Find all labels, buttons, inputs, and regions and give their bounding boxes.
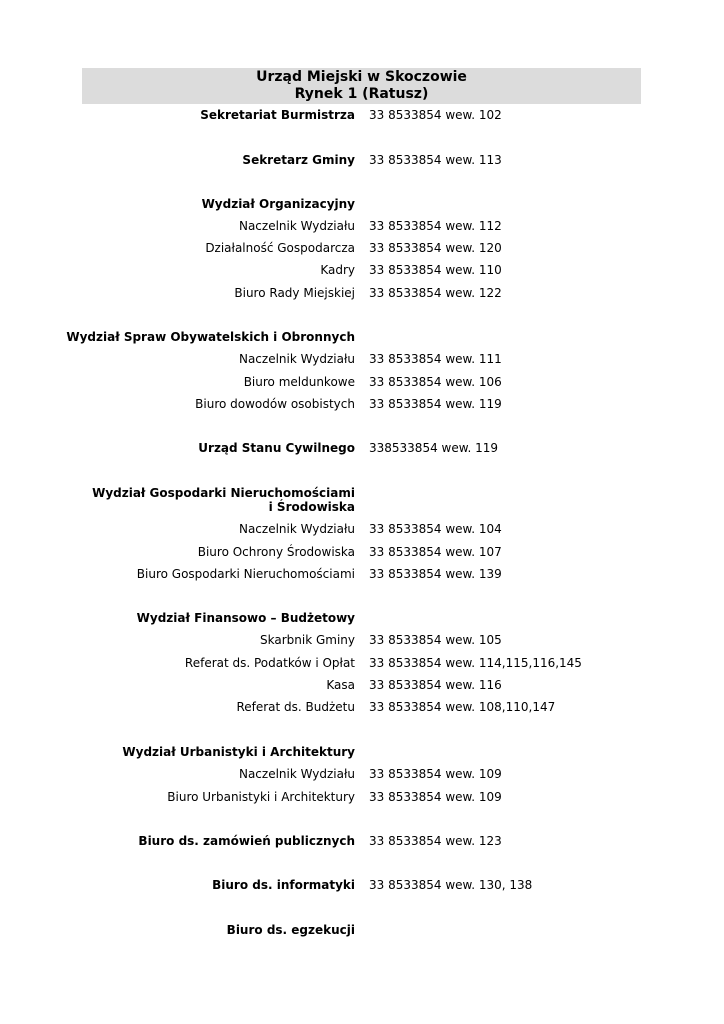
department-label: Sekretariat Burmistrza [200, 108, 355, 122]
department-label: Biuro ds. zamówień publicznych [138, 834, 355, 848]
department-heading: Wydział Urbanistyki i Architektury [122, 745, 355, 759]
department-heading: Wydział Gospodarki Nieruchomościami [92, 486, 355, 500]
phone-number: 33 8533854 wew. 123 [369, 834, 502, 848]
phone-number: 33 8533854 wew. 110 [369, 263, 502, 277]
phone-number: 33 8533854 wew. 120 [369, 241, 502, 255]
department-label: Biuro ds. informatyki [212, 878, 355, 892]
phone-number: 33 8533854 wew. 139 [369, 567, 502, 581]
unit-label: Biuro Urbanistyki i Architektury [167, 790, 355, 804]
department-label: Urząd Stanu Cywilnego [198, 441, 355, 455]
unit-label: Biuro dowodów osobistych [195, 397, 355, 411]
phone-number: 33 8533854 wew. 112 [369, 219, 502, 233]
unit-label: Naczelnik Wydziału [238, 219, 355, 233]
phone-number: 33 8533854 wew. 130, 138 [369, 878, 533, 892]
phone-number: 33 8533854 wew. 122 [369, 286, 502, 300]
department-heading: Biuro ds. egzekucji [226, 923, 355, 937]
unit-label: Naczelnik Wydziału [238, 522, 355, 536]
department-heading: Wydział Organizacyjny [201, 197, 355, 211]
phone-number: 33 8533854 wew. 109 [369, 790, 502, 804]
unit-label: Kasa [326, 678, 355, 692]
department-heading-continued: i Środowiska [268, 500, 355, 514]
unit-label: Naczelnik Wydziału [238, 352, 355, 366]
unit-label: Biuro Ochrony Środowiska [197, 545, 355, 559]
unit-label: Referat ds. Podatków i Opłat [184, 656, 355, 670]
unit-label: Naczelnik Wydziału [238, 767, 355, 781]
phone-number: 33 8533854 wew. 105 [369, 633, 502, 647]
office-title: Urząd Miejski w Skoczowie [256, 69, 467, 85]
unit-label: Działalność Gospodarcza [205, 241, 355, 255]
document-header [82, 68, 641, 104]
phone-number: 33 8533854 wew. 104 [369, 522, 502, 536]
department-heading: Wydział Finansowo – Budżetowy [136, 611, 355, 625]
office-address: Rynek 1 (Ratusz) [294, 86, 429, 102]
phone-number: 33 8533854 wew. 108,110,147 [369, 700, 556, 714]
phone-number: 33 8533854 wew. 114,115,116,145 [369, 656, 582, 670]
unit-label: Biuro Gospodarki Nieruchomościami [136, 567, 355, 581]
phone-number: 33 8533854 wew. 119 [369, 397, 502, 411]
unit-label: Biuro Rady Miejskiej [234, 286, 355, 300]
phone-number: 33 8533854 wew. 113 [369, 153, 502, 167]
phone-number: 33 8533854 wew. 106 [369, 375, 502, 389]
unit-label: Kadry [320, 263, 355, 277]
phone-number: 33 8533854 wew. 102 [369, 108, 502, 122]
phone-number: 33 8533854 wew. 111 [369, 352, 502, 366]
phone-number: 33 8533854 wew. 109 [369, 767, 502, 781]
phone-number: 33 8533854 wew. 107 [369, 545, 502, 559]
department-heading: Wydział Spraw Obywatelskich i Obronnych [66, 330, 355, 344]
unit-label: Referat ds. Budżetu [236, 700, 355, 714]
unit-label: Biuro meldunkowe [243, 375, 355, 389]
phone-number: 33 8533854 wew. 116 [369, 678, 502, 692]
phone-number: 338533854 wew. 119 [369, 441, 498, 455]
unit-label: Skarbnik Gminy [260, 633, 355, 647]
department-label: Sekretarz Gminy [242, 153, 355, 167]
